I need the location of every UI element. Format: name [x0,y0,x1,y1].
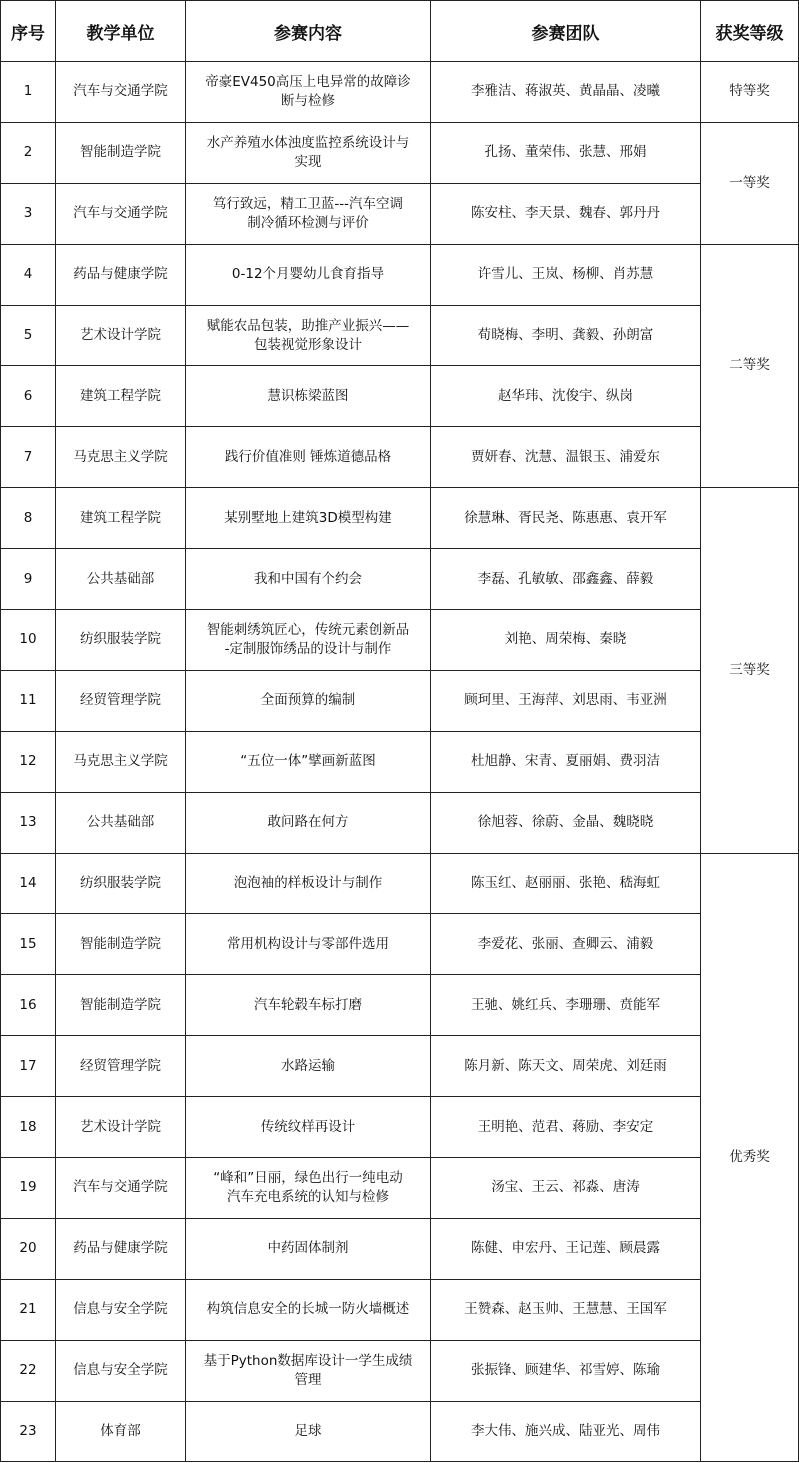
table-row [1,183,799,244]
cell-no: 11 [1,670,56,731]
table-row [1,427,799,488]
cell-no: 1 [1,62,56,123]
cell-no: 22 [1,1340,56,1401]
cell-team: 张振锋、顾建华、祁雪婷、陈瑜 [431,1340,701,1401]
table-row [1,610,799,671]
header-unit: 教学单位 [56,1,186,62]
cell-team: 许雪儿、王岚、杨柳、肖苏慧 [431,244,701,305]
cell-project: 水路运输 [186,1036,431,1097]
cell-award: 二等奖 [701,244,799,488]
cell-team: 王明艳、范君、蒋励、李安定 [431,1097,701,1158]
cell-unit: 智能制造学院 [56,122,186,183]
cell-no: 15 [1,914,56,975]
cell-project: 水产养殖水体浊度监控系统设计与 实现 [186,122,431,183]
cell-project: “五位一体”擘画新蓝图 [186,731,431,792]
cell-project: 践行价值准则 锤炼道德品格 [186,427,431,488]
cell-team: 孔扬、董荣伟、张慧、邢娟 [431,122,701,183]
table-row [1,1340,799,1401]
table-row [1,549,799,610]
cell-project: 笃行致远，精工卫蓝---汽车空调 制冷循环检测与评价 [186,183,431,244]
header-no: 序号 [1,1,56,62]
table-row [1,1401,799,1462]
cell-team: 王赞森、赵玉帅、王慧慧、王国军 [431,1279,701,1340]
table-row [1,244,799,305]
cell-unit: 体育部 [56,1401,186,1462]
cell-team: 李爱花、张丽、查卿云、浦毅 [431,914,701,975]
cell-project: 帝豪EV450高压上电异常的故障诊 断与检修 [186,62,431,123]
cell-award: 一等奖 [701,122,799,244]
cell-team: 李大伟、施兴成、陆亚光、周伟 [431,1401,701,1462]
cell-unit: 公共基础部 [56,549,186,610]
table-row [1,62,799,123]
cell-unit: 经贸管理学院 [56,670,186,731]
cell-project: 传统纹样再设计 [186,1097,431,1158]
cell-project: 汽车轮毂车标打磨 [186,975,431,1036]
table-row [1,853,799,914]
cell-project: 构筑信息安全的长城一防火墙概述 [186,1279,431,1340]
cell-no: 5 [1,305,56,366]
table-row [1,731,799,792]
table-row [1,914,799,975]
cell-team: 荀晓梅、李明、龚毅、孙朗富 [431,305,701,366]
cell-award: 特等奖 [701,62,799,123]
cell-team: 顾珂里、王海萍、刘思雨、韦亚洲 [431,670,701,731]
cell-team: 陈安柱、李天景、魏春、郭丹丹 [431,183,701,244]
table-row [1,792,799,853]
cell-project: 常用机构设计与零部件选用 [186,914,431,975]
cell-no: 7 [1,427,56,488]
cell-team: 徐慧琳、胥民尧、陈惠惠、袁开军 [431,488,701,549]
cell-project: 某别墅地上建筑3D模型构建 [186,488,431,549]
header-project: 参赛内容 [186,1,431,62]
cell-project: 中药固体制剂 [186,1218,431,1279]
table-row [1,1158,799,1219]
cell-unit: 智能制造学院 [56,914,186,975]
cell-team: 李磊、孔敏敏、邵鑫鑫、薛毅 [431,549,701,610]
cell-team: 贾妍春、沈慧、温银玉、浦爱东 [431,427,701,488]
cell-team: 赵华玮、沈俊宇、纵岗 [431,366,701,427]
cell-project: 我和中国有个约会 [186,549,431,610]
cell-unit: 公共基础部 [56,792,186,853]
cell-no: 21 [1,1279,56,1340]
header-row [1,1,799,62]
cell-team: 汤宝、王云、祁淼、唐涛 [431,1158,701,1219]
cell-team: 刘艳、周荣梅、秦晓 [431,610,701,671]
table-row [1,122,799,183]
cell-no: 12 [1,731,56,792]
cell-project: 0-12个月婴幼儿食育指导 [186,244,431,305]
table-row [1,975,799,1036]
cell-no: 19 [1,1158,56,1219]
table-row [1,366,799,427]
cell-no: 4 [1,244,56,305]
cell-unit: 经贸管理学院 [56,1036,186,1097]
table-row [1,670,799,731]
cell-team: 李雅洁、蒋淑英、黄晶晶、凌曦 [431,62,701,123]
header-team: 参赛团队 [431,1,701,62]
table-row [1,305,799,366]
cell-no: 14 [1,853,56,914]
cell-unit: 马克思主义学院 [56,731,186,792]
cell-no: 8 [1,488,56,549]
cell-project: 赋能农品包装，助推产业振兴—— 包装视觉形象设计 [186,305,431,366]
cell-unit: 信息与安全学院 [56,1279,186,1340]
cell-project: 足球 [186,1401,431,1462]
cell-no: 13 [1,792,56,853]
table-row [1,1097,799,1158]
cell-project: 全面预算的编制 [186,670,431,731]
cell-team: 王驰、姚红兵、李珊珊、贲能军 [431,975,701,1036]
cell-no: 18 [1,1097,56,1158]
header-award: 获奖等级 [701,1,799,62]
cell-team: 陈玉红、赵丽丽、张艳、嵇海虹 [431,853,701,914]
cell-unit: 信息与安全学院 [56,1340,186,1401]
cell-unit: 建筑工程学院 [56,488,186,549]
cell-unit: 艺术设计学院 [56,305,186,366]
cell-no: 20 [1,1218,56,1279]
cell-team: 徐旭蓉、徐蔚、金晶、魏晓晓 [431,792,701,853]
table-row [1,1279,799,1340]
cell-team: 杜旭静、宋青、夏丽娟、费羽洁 [431,731,701,792]
cell-unit: 纺织服装学院 [56,610,186,671]
cell-project: “峰和”日丽，绿色出行一纯电动 汽车充电系统的认知与检修 [186,1158,431,1219]
cell-unit: 艺术设计学院 [56,1097,186,1158]
cell-no: 3 [1,183,56,244]
table-row [1,1036,799,1097]
cell-unit: 纺织服装学院 [56,853,186,914]
cell-team: 陈月新、陈天文、周荣虎、刘廷雨 [431,1036,701,1097]
cell-no: 2 [1,122,56,183]
cell-unit: 建筑工程学院 [56,366,186,427]
cell-unit: 药品与健康学院 [56,1218,186,1279]
cell-no: 9 [1,549,56,610]
cell-unit: 汽车与交通学院 [56,1158,186,1219]
cell-project: 泡泡袖的样板设计与制作 [186,853,431,914]
cell-no: 23 [1,1401,56,1462]
table-row [1,488,799,549]
cell-no: 6 [1,366,56,427]
cell-no: 10 [1,610,56,671]
cell-unit: 汽车与交通学院 [56,62,186,123]
cell-unit: 马克思主义学院 [56,427,186,488]
cell-unit: 药品与健康学院 [56,244,186,305]
cell-award: 三等奖 [701,488,799,853]
cell-unit: 智能制造学院 [56,975,186,1036]
cell-no: 17 [1,1036,56,1097]
cell-award: 优秀奖 [701,853,799,1462]
cell-project: 敢问路在何方 [186,792,431,853]
cell-unit: 汽车与交通学院 [56,183,186,244]
cell-team: 陈健、申宏丹、王记莲、顾晨露 [431,1218,701,1279]
cell-project: 基于Python数据库设计一学生成绩 管理 [186,1340,431,1401]
cell-project: 慧识栋梁蓝图 [186,366,431,427]
table-row [1,1218,799,1279]
cell-no: 16 [1,975,56,1036]
table-body [1,62,799,1462]
cell-project: 智能刺绣筑匠心，传统元素创新品 -定制服饰绣品的设计与制作 [186,610,431,671]
